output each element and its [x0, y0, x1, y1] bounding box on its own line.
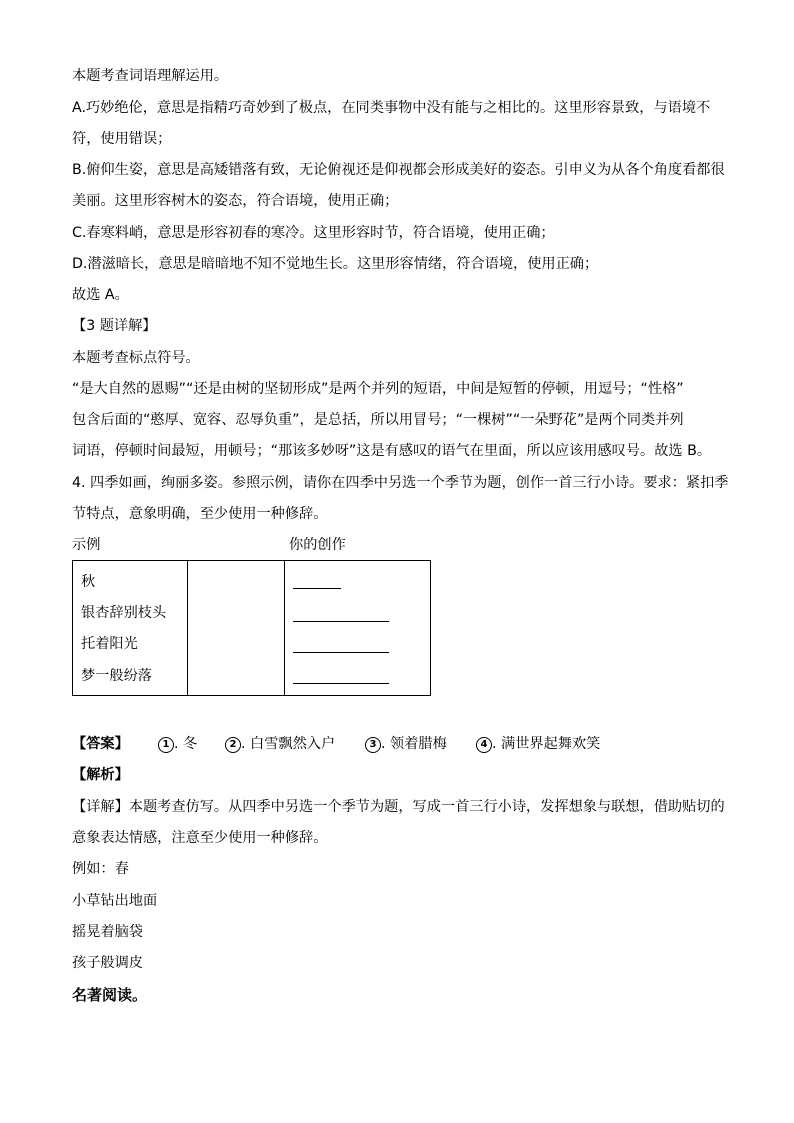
poem-line: 银杏辞别枝头: [81, 605, 167, 621]
empty-cell: [188, 561, 285, 696]
poem-line: 摇晃着脑袋: [72, 924, 143, 940]
text-line: A.巧妙绝伦，意思是指精巧奇妙到了极点，在同类事物中没有能与之相比的。这里形容景致，与语境不: [72, 100, 711, 116]
poem-line: 秋: [81, 574, 96, 590]
answer-text: 领着腊梅: [390, 736, 447, 752]
question-text: 4. 四季如画，绚丽多姿。参照示例，请你在四季中另选一个季节为题，创作一首三行小诗。要求：紧扣季: [72, 475, 729, 491]
answer-item: 3 . 领着腊梅: [365, 734, 447, 754]
poem-line: 托着阳光: [81, 636, 138, 652]
number-badge: 1: [158, 737, 174, 753]
poem-line: 孩子般调皮: [72, 955, 143, 971]
text-line: 故选 A。: [72, 287, 129, 303]
text-line: 例如：春: [72, 861, 129, 877]
text-line: 【详解】本题考查仿写。从四季中另选一个季节为题，写成一首三行小诗，发挥想象与联想，借助贴切的: [72, 799, 725, 815]
answer-blank: [293, 651, 389, 653]
answer-blank: [293, 682, 389, 684]
answer-item: 4 . 满世界起舞欢笑: [476, 734, 600, 754]
answer-text: 白雪飘然入户: [250, 736, 336, 752]
answer-label: 【答案】: [72, 736, 129, 752]
text-line: 本题考查词语理解运用。: [72, 68, 229, 84]
text-line: 意象表达情感，注意至少使用一种修辞。: [72, 830, 328, 846]
text-line: C.春寒料峭，意思是形容初春的寒冷。这里形容时节，符合语境，使用正确；: [72, 225, 555, 241]
answer-blank: [293, 587, 341, 589]
answer-text: 满世界起舞欢笑: [501, 736, 601, 752]
number-badge: 2: [225, 737, 241, 753]
text-line: B.俯仰生姿，意思是高矮错落有致，无论俯视还是仰视都会形成美好的姿态。引申义为从各个角度看都很: [72, 162, 725, 178]
text-line: 符，使用错误；: [72, 131, 172, 147]
poem-table: [72, 560, 431, 696]
answer-text: 冬: [183, 736, 198, 752]
question-text: 节特点，意象明确，至少使用一种修辞。: [72, 506, 328, 522]
text-line: 美丽。这里形容树木的姿态，符合语境，使用正确；: [72, 193, 399, 209]
number-badge: 4: [476, 737, 492, 753]
answer-blank: [293, 620, 389, 622]
number-badge: 3: [365, 737, 381, 753]
analysis-label: 【解析】: [72, 767, 129, 783]
creation-label: 你的创作: [289, 537, 346, 553]
poem-line: 小草钻出地面: [72, 893, 158, 909]
poem-line: 梦一般纷落: [81, 668, 152, 684]
text-line: 词语，停顿时间最短，用顿号；“那该多妙呀”这是有感叹的语气在里面，所以应该用感叹号。故选 B。: [72, 443, 712, 459]
answer-item: 2 . 白雪飘然入户: [225, 734, 335, 754]
text-line: D.潜滋暗长，意思是暗暗地不知不觉地生长。这里形容情绪，符合语境，使用正确；: [72, 256, 599, 272]
example-poem-cell: [73, 561, 188, 696]
section-title: 名著阅读。: [72, 986, 148, 1004]
section-heading: 【3 题详解】: [72, 318, 157, 334]
creation-cell: [285, 561, 431, 696]
answer-item: 1 . 冬: [158, 734, 197, 754]
example-label: 示例: [72, 537, 101, 553]
text-line: “是大自然的恩赐”“还是由树的坚韧形成”是两个并列的短语，中间是短暂的停顿，用逗号；“性格”: [72, 381, 684, 397]
text-line: 本题考查标点符号。: [72, 350, 200, 366]
text-line: 包含后面的“憨厚、宽容、忍辱负重”，是总括，所以用冒号；“一棵树”“一朵野花”是两个同类并列: [72, 412, 684, 428]
